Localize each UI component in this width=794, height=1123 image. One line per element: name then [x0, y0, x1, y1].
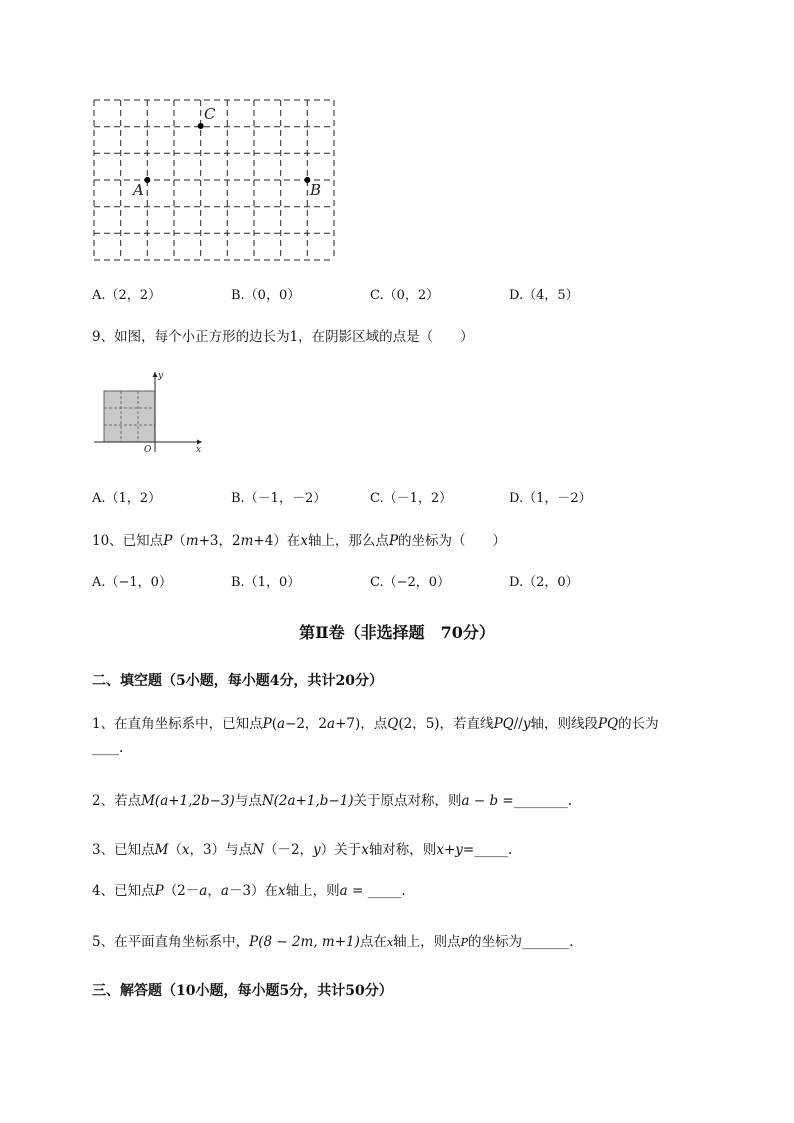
q8-option-b: B.（0，0） — [231, 288, 301, 303]
fill-q3-answer-blank[interactable]: =_____. — [462, 842, 513, 858]
fill-q5-text: 5、在平面直角坐标系中，P(8 − 2m, m+1)点在x轴上，则点P的坐标为_______. — [92, 934, 574, 950]
label-b: B — [310, 181, 322, 199]
grid-lines — [94, 100, 334, 260]
q8-grid-figure — [88, 94, 340, 264]
section3-heading: 三、解答题（10小题，每小题5分，共计50分） — [92, 983, 393, 999]
fill-q4-text: 4、已知点P（2－a，a－3）在x轴上，则a = _____. — [92, 883, 406, 899]
point-a — [144, 177, 150, 183]
label-a: A — [133, 181, 144, 199]
q9-question-text: 9、如图，每个小正方形的边长为1，在阴影区域的点是（ ） — [92, 329, 474, 345]
label-c: C — [204, 105, 216, 123]
q10-option-c: C.（−2，0） — [370, 575, 451, 590]
q8-option-a: A.（2，2） — [92, 288, 162, 303]
point-c — [198, 123, 204, 129]
shaded-region — [104, 391, 155, 442]
q9-option-d: D.（1，－2） — [509, 491, 592, 506]
axis-x-label: x — [196, 445, 202, 455]
part2-title: 第Ⅱ卷（非选择题 70分） — [299, 623, 495, 642]
fill-q1-text: 1、在直角坐标系中，已知点P(a−2，2a+7)，点Q(2，5)，若直线PQ//y轴，则线段PQ的长为 — [92, 716, 659, 732]
section2-heading: 二、填空题（5小题，每小题4分，共计20分） — [92, 673, 383, 689]
fill-q3-text: 3、已知点M（x，3）与点N（－2，y）关于x轴对称，则x+y=_____. — [92, 842, 513, 858]
q10-option-b: B.（1，0） — [231, 575, 301, 590]
q9-option-c: C.（－1，2） — [370, 491, 453, 506]
q9-option-a: A.（1，2） — [92, 491, 162, 506]
fill-q2-answer-blank[interactable]: ________. — [513, 793, 573, 809]
fill-q1-answer-blank[interactable]: ____. — [92, 740, 124, 756]
origin-label: O — [144, 445, 152, 455]
q8-option-c: C.（0，2） — [370, 288, 440, 303]
fill-q4-answer-blank[interactable]: = _____. — [347, 883, 406, 899]
axis-y-label: y — [158, 371, 164, 381]
q9-option-b: B.（－1，－2） — [231, 491, 327, 506]
q9-coordinate-figure — [90, 368, 212, 456]
q10-option-a: A.（−1，0） — [92, 575, 172, 590]
fill-q2-text: 2、若点M(a+1,2b−3)与点N(2a+1,b−1)关于原点对称，则a − b =________. — [92, 793, 573, 809]
q8-option-d: D.（4，5） — [509, 288, 579, 303]
q10-option-d: D.（2，0） — [509, 575, 579, 590]
fill-q5-answer-blank[interactable]: 的坐标为_______. — [468, 934, 574, 950]
q10-question-text: 10、已知点P（m+3，2m+4）在x轴上，那么点P的坐标为（ ） — [92, 533, 507, 549]
